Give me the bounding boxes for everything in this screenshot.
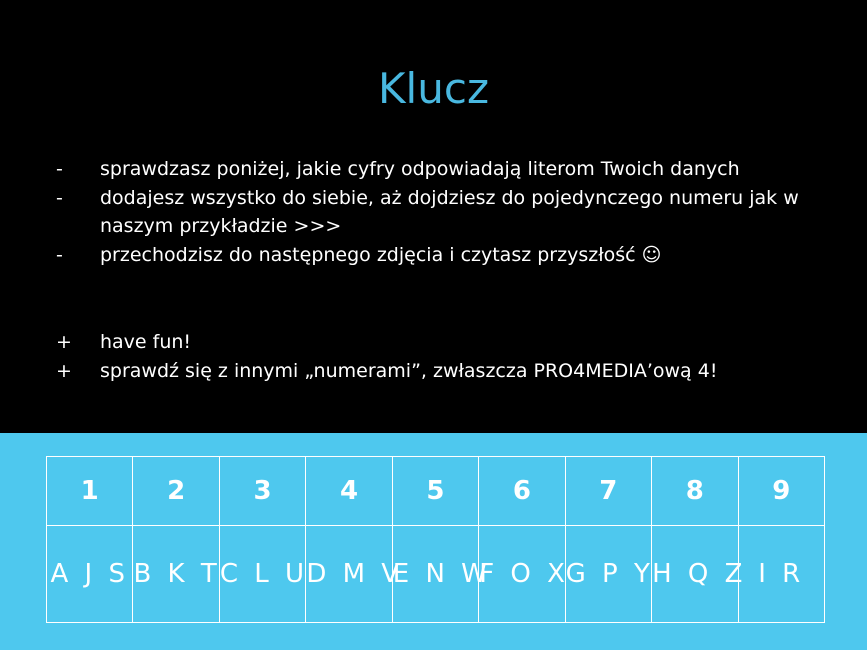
number-cell: 2 — [133, 457, 219, 526]
number-cell: 8 — [652, 457, 738, 526]
letters-cell: F O X — [479, 526, 565, 623]
letters-cell: E N W — [392, 526, 478, 623]
page-title: Klucz — [378, 64, 489, 113]
letter-number-key-table — [46, 456, 825, 623]
list-marker: - — [56, 158, 63, 180]
letters-cell: H Q Z — [652, 526, 738, 623]
number-row — [47, 457, 825, 526]
letters-cell: D M V — [306, 526, 392, 623]
list-item-text: przechodzisz do następnego zdjęcia i czytasz przyszłość ☺ — [100, 244, 662, 266]
list-item-text: sprawdzasz poniżej, jakie cyfry odpowiadają literom Twoich danych — [100, 158, 740, 180]
letters-cell: G P Y — [565, 526, 651, 623]
list-marker: + — [56, 360, 72, 382]
list-item-text: dodajesz wszystko do siebie, aż dojdziesz do pojedynczego numeru jak w naszym przykładzie >>> — [100, 187, 799, 237]
list-marker: + — [56, 331, 72, 353]
number-cell: 7 — [565, 457, 651, 526]
number-cell: 5 — [392, 457, 478, 526]
letters-cell: I R — [738, 526, 825, 623]
letters-row — [47, 526, 825, 623]
number-cell: 1 — [47, 457, 133, 526]
letters-cell: C L U — [219, 526, 305, 623]
list-item-text: have fun! — [100, 331, 192, 353]
letters-cell: A J S — [47, 526, 133, 623]
list-marker: - — [56, 244, 63, 266]
list-item-text: sprawdź się z innymi „numerami”, zwłaszcza PRO4MEDIA’ową 4! — [100, 360, 718, 382]
number-cell: 4 — [306, 457, 392, 526]
number-cell: 9 — [738, 457, 825, 526]
number-cell: 6 — [479, 457, 565, 526]
letters-cell: B K T — [133, 526, 219, 623]
number-cell: 3 — [219, 457, 305, 526]
list-marker: - — [56, 187, 63, 209]
